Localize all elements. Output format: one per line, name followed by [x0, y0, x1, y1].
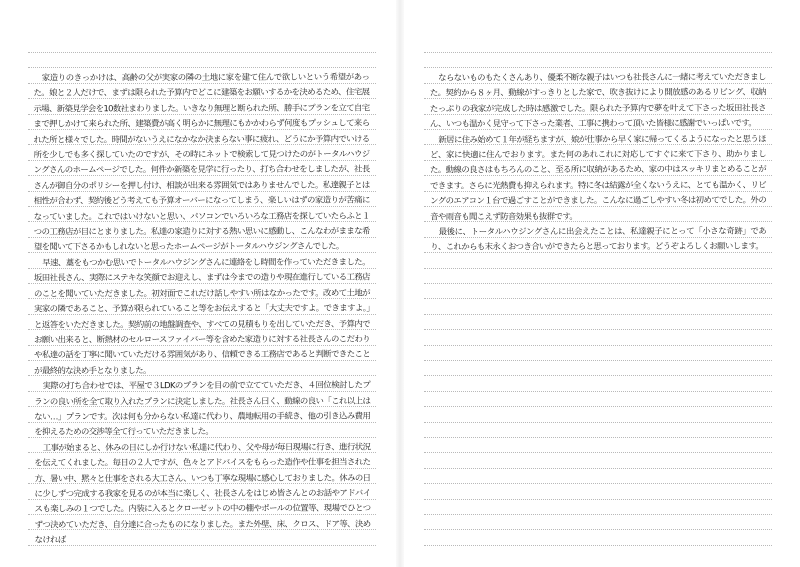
ruled-line — [424, 52, 772, 53]
page-gutter — [396, 0, 404, 567]
right-page — [410, 0, 786, 567]
left-page — [14, 0, 390, 567]
right-page-text — [430, 70, 766, 256]
ruled-line — [424, 529, 772, 530]
left-page-text — [33, 70, 370, 548]
paragraph: 家造りのきっかけは、高齢の父が実家の隣の土地に家を建て住んで欲しいという希望があった。娘と２人だけで、まずは限られた予算内でどこに建築をお願いするかを決めるため、住宅展示場、新築見学会を10数社まわりました。いきなり無理と断られた所、勝手にプランを立て自宅まで押しかけて来られた所、建築費が高く明らかに無理にもかかわらず何度もプッシュして来られた所と様々でした。時間がないうえになかなか決まらない事に疲れ、どうにか予算内でいける所を少しでも多く探していたのですが、その時にネットで検索して見つけたのがトータルハウジングさんのホームページでした。何件か新築を見学に行ったり、打ち合わせをしましたが、社長さんが御自分のポリシーを押し付け、相談が出来る雰囲気ではありませんでした。私達親子とは相性が合わず、契約後どう考えても予算オーバーになってしまう、楽しいはずの家造りが苦痛になっていました。これではいけないと思い、パソコンでいろいろな工務店を探していたらふと１つの工務店が目にとまりました。私達の家造りに対する熱い思いに感動し、こんなわがままな希望を聞いて下さるかもしれないと思ったホームページがトータルハウジングさんでした。 — [33, 71, 370, 252]
paragraph: 早速、藁をもつかむ思いでトータルハウジングさんに連絡をし時間を作っていただきました。坂田社長さん、実際にステキな笑顔でお迎えし、まずは今までの造りや現在進行している工務店のことを聞いていただきました。初対面でこれだけ話しやすい所はなかったです。改めて土地が実家の隣であること、予算が限られていること等をお伝えすると「大丈夫ですよ。できますよ。」と返答をいただきました。契約前の地盤調査や、すべての見積もりを出していただき、予算内でお願い出来ると、断熱材のセルロースファイバー等を含めた家造りに対する社長さんのこだわりや私達の話を丁寧に聞いていただける雰囲気があり、信頼できる工務店であると判断できたことが最終的な決め手となりました。 — [33, 256, 371, 376]
ruled-line — [28, 67, 376, 68]
ruled-line — [424, 437, 772, 438]
ruled-line — [424, 268, 772, 269]
ruled-line — [424, 283, 772, 284]
ruled-line — [424, 391, 772, 392]
ruled-line — [424, 483, 772, 484]
ruled-line — [424, 468, 772, 469]
ruled-line — [424, 298, 772, 299]
ruled-line — [424, 499, 772, 500]
ruled-line — [424, 514, 772, 515]
paragraph: ならないものもたくさんあり、優柔不断な親子はいつも社長さんに一緒に考えていただきました。契約から８ヶ月、動線がすっきりとした家で、吹き抜けにより開放感のあるリビング、収納たっぷりの我家が完成した時は感激でした。限られた予算内で夢を叶えて下さった坂田社長さん、いつも温かく見守って下さった業者、工事に携わって頂いた皆様に感謝でいっぱいです。 — [429, 71, 766, 129]
paragraph: 工事が始まると、休みの日にしか行けない私達に代わり、父や母が毎日現場に行き、進行状況を伝えてくれました。毎日の２人ですが、色々とアドバイスをもらった造作や仕事を担当された方、暑い中、黙々と仕事をされる大工さん、いつも丁寧な現場に感心しておりました。休みの日に少しずつ完成する我家を見るのが本当に楽しく、社長さんをはじめ皆さんとのお話やアドバイスも楽しみの１つでした。内装に入るとクローゼットの中の棚やポールの位置等、現場でひとつずつ決めていただき、自分達に合ったものになりました。また外壁、床、クロス、ドア等、決めなければ — [34, 441, 371, 545]
ruled-line — [424, 452, 772, 453]
paragraph: 新居に住み始めて１年が経ちますが、娘が仕事から早く家に帰ってくるようになったと思うほど、家に快適に住んでおります。また何のあれこれに対応してすぐに来て下さり、助かりました。動線の良さはもちろんのこと、至る所に収納があるため、家の中はスッキリまとめることができます。さらに光熱費も抑えられます。特に冬は結露が全くないうえに、とても温かく、リビングのエアコン１台で過ごすことができました。こんなに過ごしやすい冬は初めてでした。外の音や雨音も聞こえず防音効果も抜群です。 — [429, 133, 767, 222]
ruled-line — [424, 422, 772, 423]
ruled-line — [424, 314, 772, 315]
ruled-line — [424, 545, 772, 546]
ruled-line — [424, 406, 772, 407]
ruled-line — [28, 52, 376, 53]
ruled-line — [424, 329, 772, 330]
ruled-line — [424, 345, 772, 346]
ruled-line — [424, 360, 772, 361]
paragraph: 実際の打ち合わせでは、平屋で３LDKのプランを目の前で立てていただき、４回位検討したプランの良い所を全て取り入れたプランに決定しました。社長さん曰く、動線の良い「これ以上はない…」プランです。次は何も分からない私達に代わり、農地転用の手続き、他の引き込み費用を抑えるための交渉等全て行っていただきました。 — [34, 379, 371, 437]
ruled-line — [424, 67, 772, 68]
paragraph: 最後に、トータルハウジングさんに出会えたことは、私達親子にとって「小さな奇跡」であり、これからも末永くおつき合いができたらと思っております。どうぞよろしくお願いします。 — [430, 225, 767, 252]
ruled-line — [424, 375, 772, 376]
